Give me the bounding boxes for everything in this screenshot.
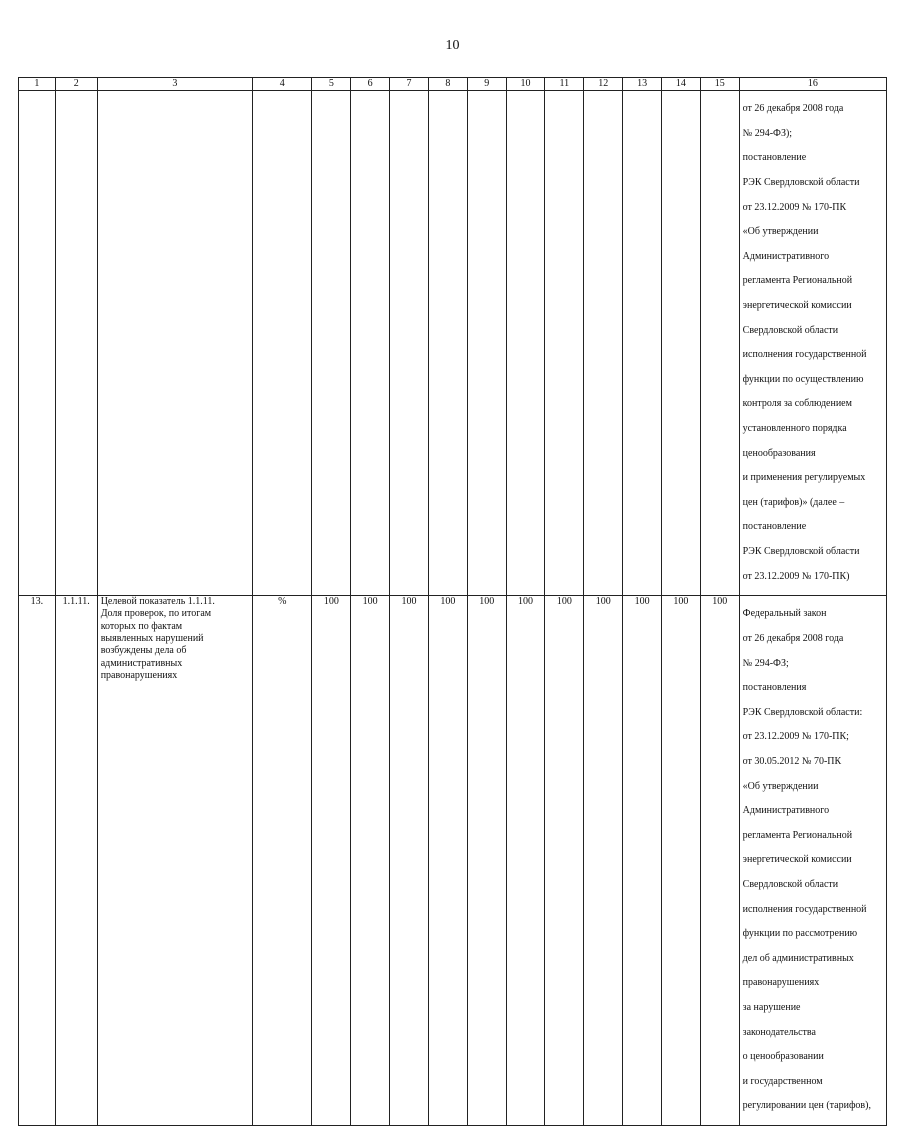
cell [584,91,623,596]
text-line: Административного [742,805,830,817]
text-line: № 294-ФЗ); [742,127,793,139]
text-line: Свердловской области [742,324,839,336]
cell [506,91,545,596]
indicator-code-cell: 1.1.11. [55,596,97,1126]
text-line: РЭК Свердловской области: [742,706,863,718]
header-cell: 10 [506,78,545,91]
text-line: Целевой показатель 1.1.11. [100,596,215,608]
value-cell: 100 [661,596,700,1126]
table-row-13 [19,596,887,1126]
text-line: Федеральный закон [742,608,827,620]
text-line: возбуждены дела об [100,645,187,657]
header-cell: 7 [390,78,429,91]
text-line: Свердловской области [742,879,839,890]
text-line: энергетической комиссии [742,854,852,866]
cell [312,91,351,596]
legal-basis-cell [739,596,886,1126]
header-cell: 2 [55,78,97,91]
text-line: административных [100,657,183,669]
text-line: цен (тарифов)» (далее – [742,496,845,508]
cell [19,91,56,596]
text-line: правонарушениях [742,977,820,989]
text-line: от 30.05.2012 № 70-ПК [742,756,842,768]
text-line: о ценообразовании [742,1051,824,1063]
header-cell: 13 [623,78,662,91]
text-line: «Об утверждении [742,780,819,792]
text-line: РЭК Свердловской области [742,177,860,189]
row-number-cell: 13. [19,596,56,1126]
header-row [19,78,887,91]
cell [545,91,584,596]
value-cell: 100 [428,596,467,1126]
cell [390,91,429,596]
text-line: от 23.12.2009 № 170-ПК [742,201,847,213]
header-cell: 15 [700,78,739,91]
cell [97,91,252,596]
header-cell: 3 [97,78,252,91]
text-line: от 23.12.2009 № 170-ПК; [742,731,849,743]
header-cell: 4 [253,78,312,91]
header-cell: 8 [428,78,467,91]
cell [428,91,467,596]
text-line: выявленных нарушений [100,633,204,645]
text-line: постановления [742,682,807,694]
text-line: и применения регулируемых [742,472,866,484]
cell [623,91,662,596]
text-line: энергетической комиссии [742,300,852,312]
text-line: контроля за соблюдением [742,398,852,410]
unit-cell: % [253,596,312,1126]
text-line: регламента Региональной [742,829,853,841]
cell [351,91,390,596]
cell [253,91,312,596]
text-line: установленного порядка [742,423,847,435]
text-line: дел об административных [742,952,854,964]
text-line: законодательства [742,1026,816,1038]
text-line: правонарушениях [100,669,178,681]
text-line: постановление [742,521,807,533]
text-line: регулировании цен (тарифов), [742,1100,871,1112]
text-line: функции по рассмотрению [742,928,858,940]
indicator-name-cell [97,596,252,1126]
cell [55,91,97,596]
text-line: от 26 декабря 2008 года [742,633,844,645]
legal-basis-cell [739,91,886,596]
text-line: за нарушение [742,1001,801,1013]
text-line: Доля проверок, по итогам [100,608,212,620]
value-cell: 100 [390,596,429,1126]
header-cell: 1 [19,78,56,91]
header-cell: 14 [661,78,700,91]
indicator-table [18,77,887,1126]
value-cell: 100 [467,596,506,1126]
text-line: от 26 декабря 2008 года [742,103,844,115]
text-line: постановление [742,152,807,164]
header-cell: 6 [351,78,390,91]
text-line: РЭК Свердловской области [742,545,860,557]
header-cell: 16 [739,78,886,91]
text-line: регламента Региональной [742,275,853,287]
text-line: № 294-ФЗ; [742,657,789,669]
text-line: исполнения государственной [742,903,867,915]
header-cell: 11 [545,78,584,91]
value-cell: 100 [623,596,662,1126]
header-cell: 5 [312,78,351,91]
text-line: ценообразования [742,447,816,459]
page-number: 10 [445,38,460,53]
value-cell: 100 [545,596,584,1126]
text-line: «Об утверждении [742,226,819,238]
text-line: функции по осуществлению [742,373,864,385]
header-cell: 12 [584,78,623,91]
text-line: которых по фактам [100,620,183,632]
cell [661,91,700,596]
text-line: и государственном [742,1075,823,1087]
value-cell: 100 [506,596,545,1126]
header-cell: 9 [467,78,506,91]
text-line: исполнения государственной [742,349,867,361]
value-cell: 100 [584,596,623,1126]
value-cell: 100 [351,596,390,1126]
cell [700,91,739,596]
value-cell: 100 [700,596,739,1126]
text-line: Административного [742,250,830,262]
value-cell: 100 [312,596,351,1126]
cell [467,91,506,596]
text-line: от 23.12.2009 № 170-ПК) [742,570,850,582]
table-row-continued [19,91,887,596]
